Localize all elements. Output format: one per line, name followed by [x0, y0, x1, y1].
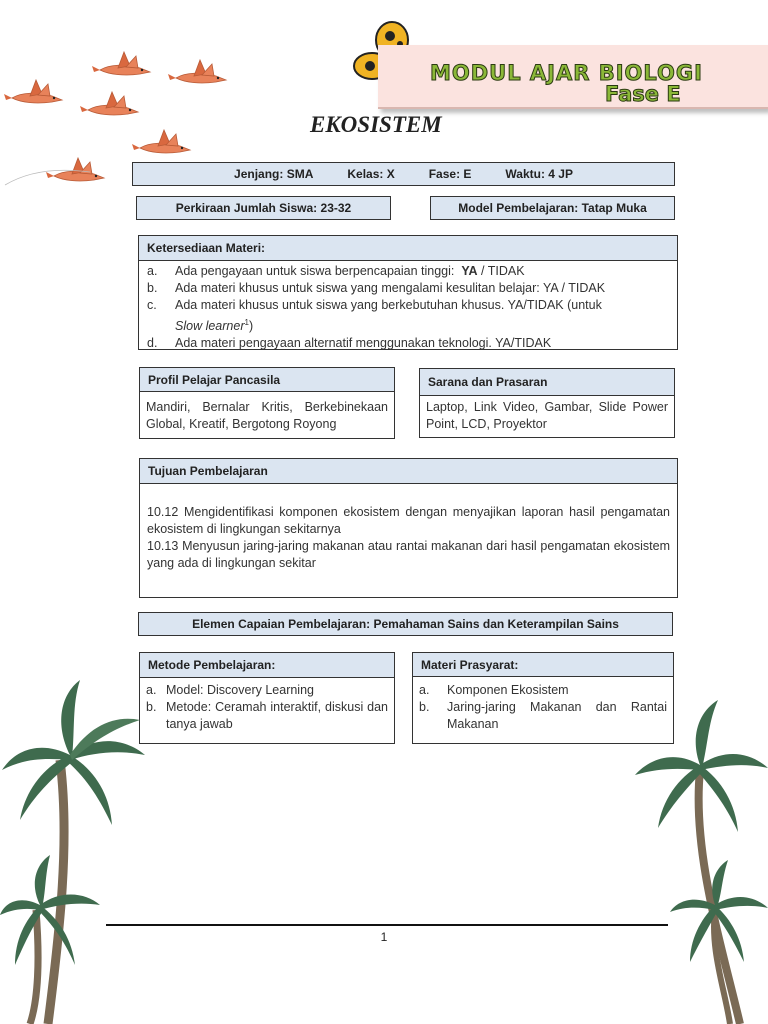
jenjang-label: Jenjang: SMA	[234, 167, 314, 181]
list-item: c. Ada materi khusus untuk siswa yang berkebutuhan khusus. YA/TIDAK (untuk Slow learner$^1$)	[147, 298, 602, 334]
list-item: b. Metode: Ceramah interaktif, diskusi dan tanya jawab	[146, 700, 388, 731]
bird-icon	[4, 80, 62, 103]
fase-label: Fase: E	[428, 167, 472, 181]
bird-icon	[46, 158, 104, 181]
list-item: b. Ada materi khusus untuk siswa yang mengalami kesulitan belajar: YA / TIDAK	[147, 281, 606, 295]
list-item: b. Jaring-jaring Makanan dan Rantai Makanan	[419, 700, 667, 731]
waktu-label: Waktu: 4 JP	[505, 167, 573, 181]
objective-1012: 10.12 Mengidentifikasi komponen ekosistem dengan menyajikan laporan hasil pengamatan ekosistem di lingkungan sekitarnya	[147, 505, 670, 536]
bird-icon	[168, 60, 226, 83]
banner-title: MODUL AJAR BIOLOGI	[430, 61, 703, 85]
sarana-content: Laptop, Link Video, Gambar, Slide Power Point, LCD, Proyektor	[419, 395, 675, 438]
tujuan-header: Tujuan Pembelajaran	[139, 458, 678, 484]
kelas-label: Kelas: X	[347, 167, 395, 181]
materi-header: Ketersediaan Materi:	[138, 235, 678, 261]
footer-rule	[106, 924, 668, 926]
objective-1013: 10.13 Menyusun jaring-jaring makanan atau rantai makanan dari hasil pengamatan ekosistem yang ada di lingkungan sekitar	[147, 539, 670, 570]
palm-trees-right	[630, 700, 768, 1024]
tujuan-content	[139, 483, 678, 598]
info-bar	[132, 162, 675, 186]
page-number: 1	[380, 930, 388, 944]
profil-content: Mandiri, Bernalar Kritis, Berkebinekaan Global, Kreatif, Bergotong Royong	[139, 391, 395, 439]
palm-trees-left	[0, 680, 150, 1024]
sarana-header: Sarana dan Prasaran	[419, 368, 675, 396]
elemen-capaian: Elemen Capaian Pembelajaran: Pemahaman Sains dan Keterampilan Sains	[138, 612, 673, 636]
learning-model: Model Pembelajaran: Tatap Muka	[430, 196, 675, 220]
list-item: a. Komponen Ekosistem	[419, 683, 569, 697]
bird-icon	[80, 92, 138, 115]
bird-icon	[92, 52, 150, 75]
metode-header: Metode Pembelajaran:	[139, 652, 395, 678]
page-title: EKOSISTEM	[310, 112, 442, 137]
list-item: d. Ada materi pengayaan alternatif menggunakan teknologi. YA/TIDAK	[147, 336, 552, 351]
prasyarat-header: Materi Prasyarat:	[412, 652, 674, 677]
profil-header: Profil Pelajar Pancasila	[139, 367, 395, 392]
banner-phase: Fase E	[605, 82, 681, 106]
metode-list	[139, 677, 395, 744]
module-banner	[378, 45, 768, 109]
list-item: a. Ada pengayaan untuk siswa berpencapaian tinggi: YA / TIDAK	[147, 264, 525, 278]
list-item: a. Model: Discovery Learning	[146, 683, 314, 697]
materi-list	[138, 260, 678, 350]
student-count: Perkiraan Jumlah Siswa: 23-32	[136, 196, 391, 220]
bird-icon	[132, 130, 190, 153]
